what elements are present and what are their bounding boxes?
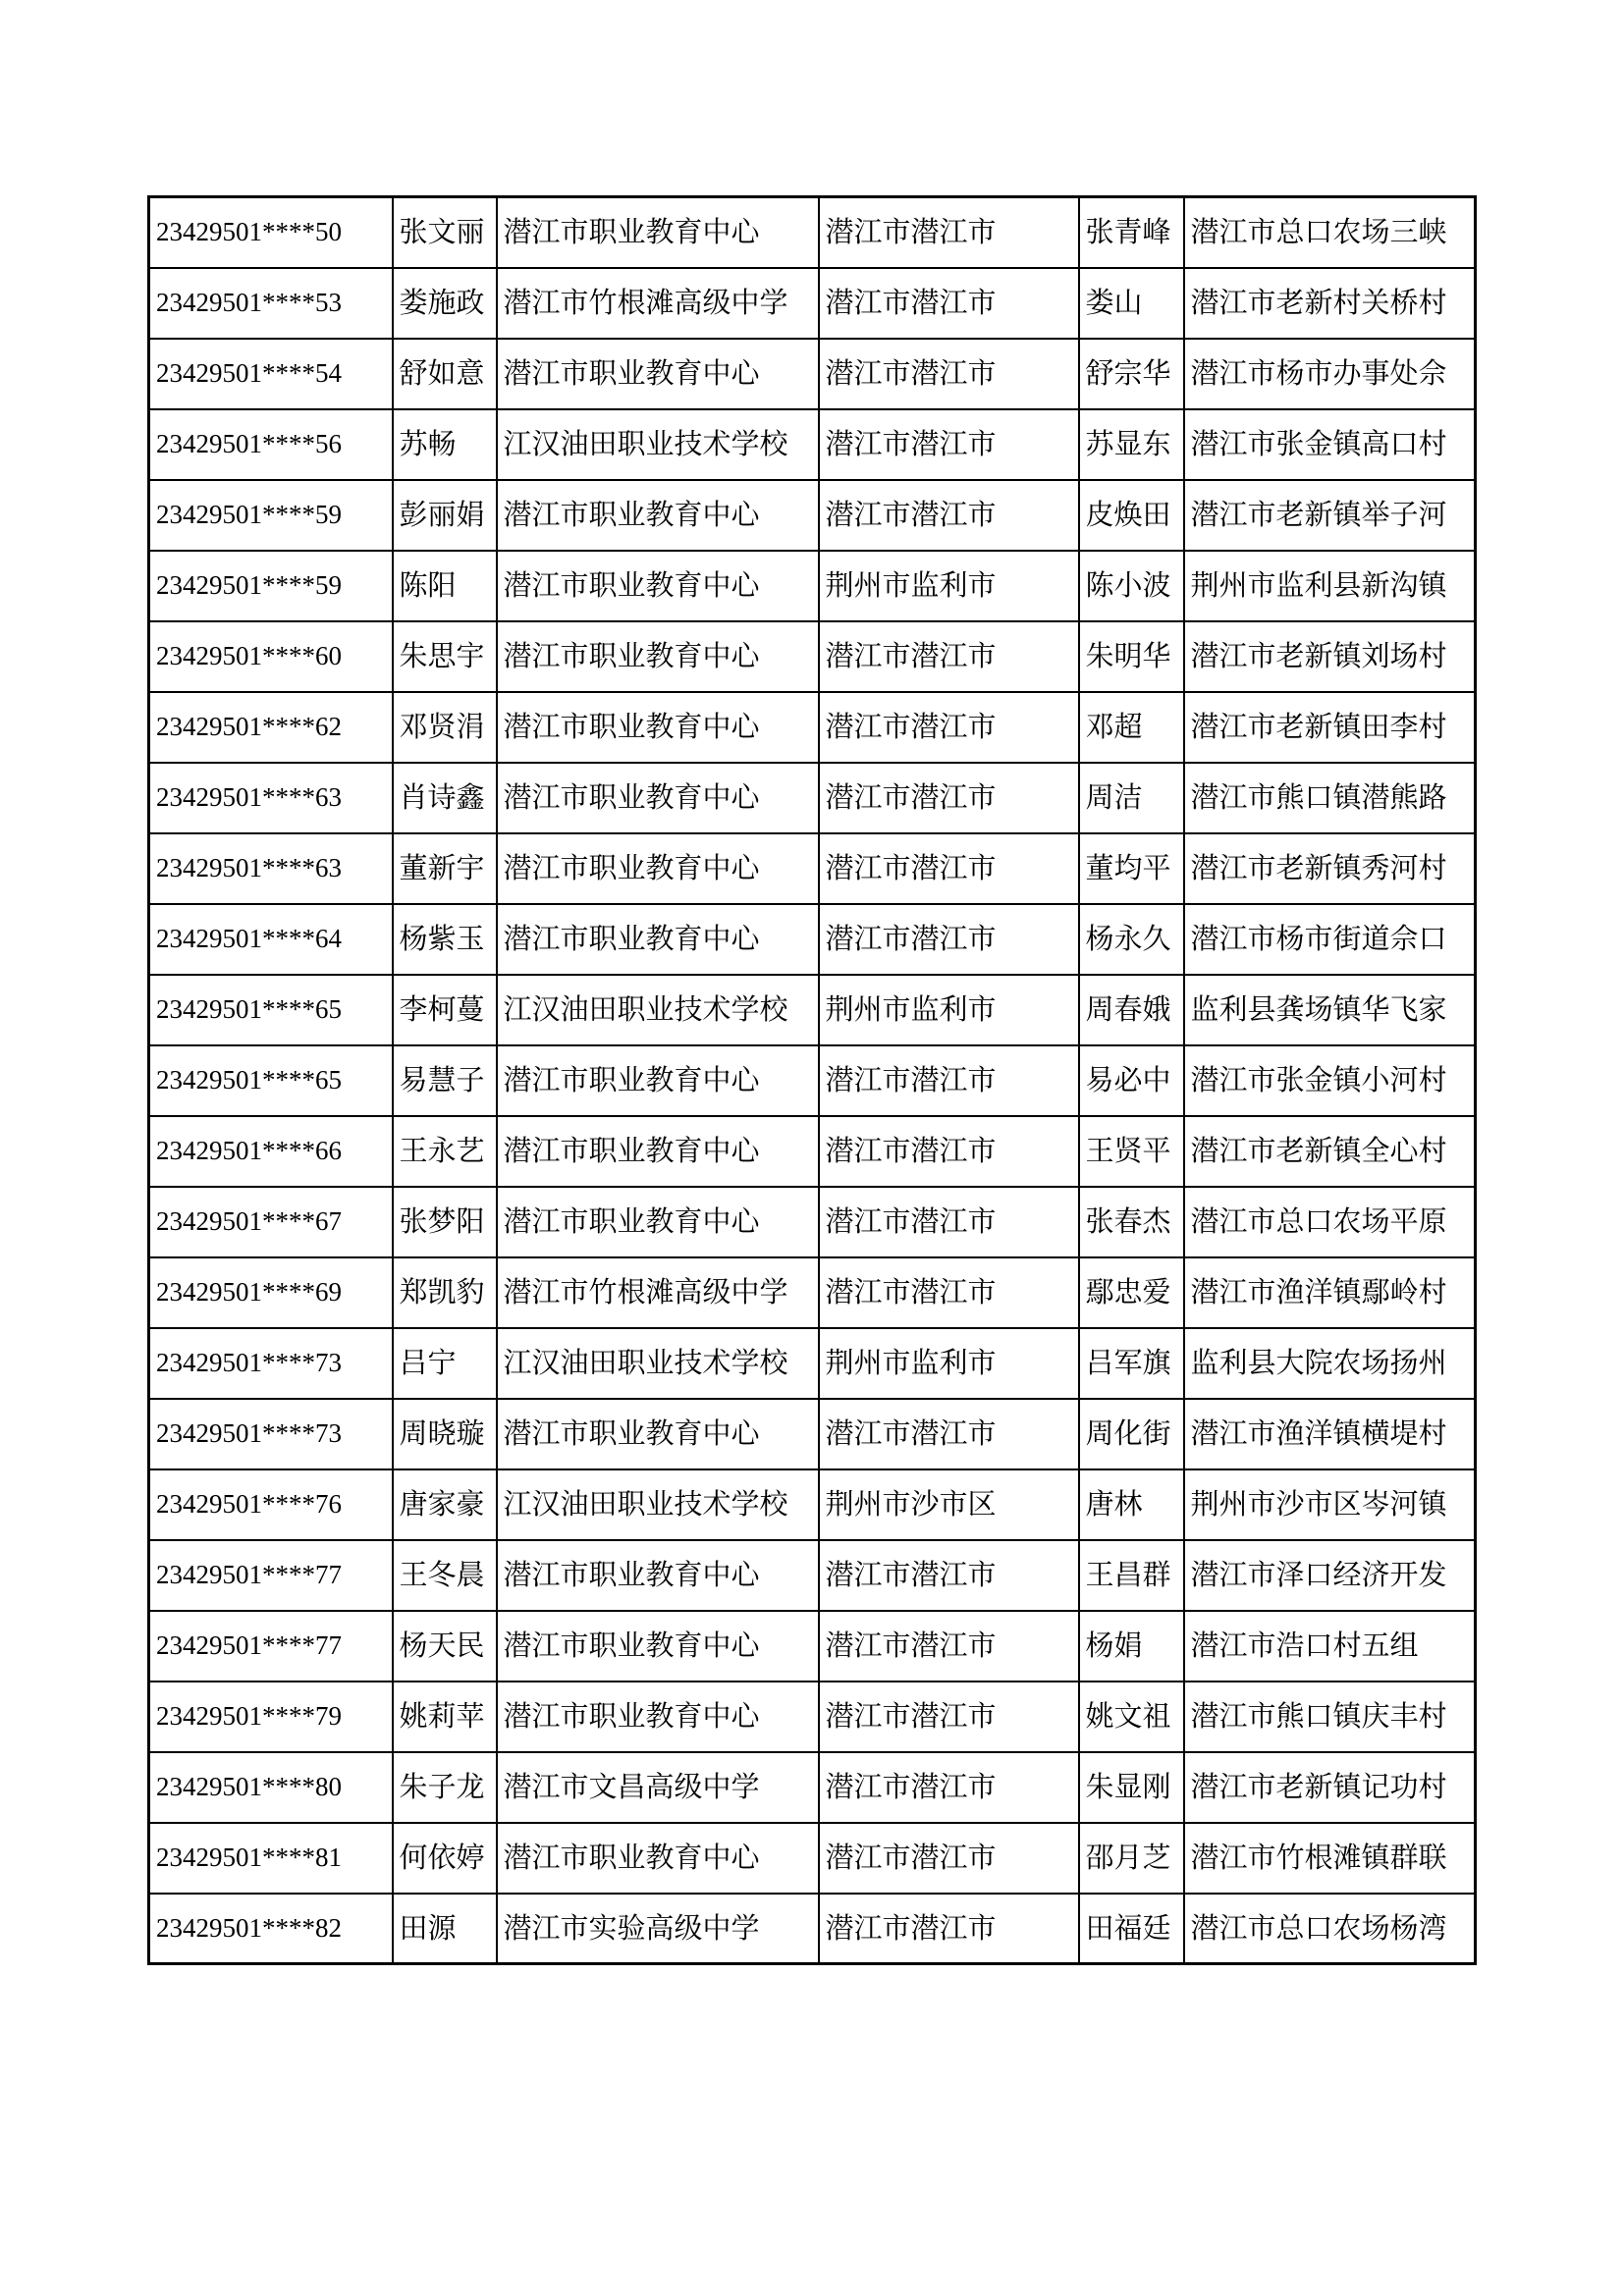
student-name-cell: 易慧子 xyxy=(393,1045,497,1116)
table-row xyxy=(149,551,1476,621)
address-cell: 潜江市竹根滩镇群联 xyxy=(1184,1823,1476,1894)
exam-id-cell: 23429501****62 xyxy=(149,692,393,763)
address-cell: 潜江市老新镇秀河村 xyxy=(1184,833,1476,904)
origin-cell: 潜江市潜江市 xyxy=(819,409,1079,480)
exam-id-cell: 23429501****79 xyxy=(149,1682,393,1752)
school-cell: 潜江市职业教育中心 xyxy=(497,621,819,692)
origin-cell: 潜江市潜江市 xyxy=(819,621,1079,692)
address-cell: 潜江市总口农场平原 xyxy=(1184,1187,1476,1257)
table-row xyxy=(149,1611,1476,1682)
address-cell: 潜江市总口农场杨湾 xyxy=(1184,1894,1476,1964)
guardian-name-cell: 吕军旗 xyxy=(1079,1328,1184,1399)
student-name-cell: 唐家豪 xyxy=(393,1469,497,1540)
student-name-cell: 苏畅 xyxy=(393,409,497,480)
school-cell: 江汉油田职业技术学校 xyxy=(497,409,819,480)
roster-body xyxy=(149,197,1476,1964)
school-cell: 潜江市职业教育中心 xyxy=(497,1823,819,1894)
guardian-name-cell: 朱明华 xyxy=(1079,621,1184,692)
student-name-cell: 肖诗鑫 xyxy=(393,763,497,833)
guardian-name-cell: 张青峰 xyxy=(1079,197,1184,268)
address-cell: 潜江市泽口经济开发 xyxy=(1184,1540,1476,1611)
table-row xyxy=(149,904,1476,975)
guardian-name-cell: 周春娥 xyxy=(1079,975,1184,1045)
guardian-name-cell: 周洁 xyxy=(1079,763,1184,833)
exam-id-cell: 23429501****73 xyxy=(149,1328,393,1399)
exam-id-cell: 23429501****67 xyxy=(149,1187,393,1257)
table-row xyxy=(149,1752,1476,1823)
exam-id-cell: 23429501****77 xyxy=(149,1611,393,1682)
address-cell: 潜江市老新镇田李村 xyxy=(1184,692,1476,763)
school-cell: 潜江市文昌高级中学 xyxy=(497,1752,819,1823)
table-row xyxy=(149,1045,1476,1116)
origin-cell: 潜江市潜江市 xyxy=(819,1894,1079,1964)
table-row xyxy=(149,409,1476,480)
exam-id-cell: 23429501****66 xyxy=(149,1116,393,1187)
exam-id-cell: 23429501****81 xyxy=(149,1823,393,1894)
exam-id-cell: 23429501****63 xyxy=(149,833,393,904)
guardian-name-cell: 姚文祖 xyxy=(1079,1682,1184,1752)
school-cell: 潜江市职业教育中心 xyxy=(497,692,819,763)
guardian-name-cell: 娄山 xyxy=(1079,268,1184,339)
exam-id-cell: 23429501****59 xyxy=(149,480,393,551)
guardian-name-cell: 王贤平 xyxy=(1079,1116,1184,1187)
school-cell: 潜江市职业教育中心 xyxy=(497,1399,819,1469)
origin-cell: 潜江市潜江市 xyxy=(819,268,1079,339)
school-cell: 江汉油田职业技术学校 xyxy=(497,975,819,1045)
guardian-name-cell: 王昌群 xyxy=(1079,1540,1184,1611)
origin-cell: 荆州市沙市区 xyxy=(819,1469,1079,1540)
address-cell: 潜江市总口农场三峡 xyxy=(1184,197,1476,268)
exam-id-cell: 23429501****80 xyxy=(149,1752,393,1823)
origin-cell: 荆州市监利市 xyxy=(819,551,1079,621)
table-row xyxy=(149,268,1476,339)
school-cell: 潜江市职业教育中心 xyxy=(497,551,819,621)
table-row xyxy=(149,480,1476,551)
origin-cell: 潜江市潜江市 xyxy=(819,1116,1079,1187)
table-row xyxy=(149,1682,1476,1752)
school-cell: 江汉油田职业技术学校 xyxy=(497,1328,819,1399)
origin-cell: 潜江市潜江市 xyxy=(819,1399,1079,1469)
address-cell: 监利县大院农场扬州 xyxy=(1184,1328,1476,1399)
student-name-cell: 杨天民 xyxy=(393,1611,497,1682)
guardian-name-cell: 田福廷 xyxy=(1079,1894,1184,1964)
exam-id-cell: 23429501****56 xyxy=(149,409,393,480)
exam-id-cell: 23429501****77 xyxy=(149,1540,393,1611)
guardian-name-cell: 唐林 xyxy=(1079,1469,1184,1540)
exam-id-cell: 23429501****53 xyxy=(149,268,393,339)
school-cell: 潜江市实验高级中学 xyxy=(497,1894,819,1964)
exam-id-cell: 23429501****59 xyxy=(149,551,393,621)
origin-cell: 潜江市潜江市 xyxy=(819,1540,1079,1611)
exam-id-cell: 23429501****82 xyxy=(149,1894,393,1964)
school-cell: 潜江市职业教育中心 xyxy=(497,480,819,551)
school-cell: 潜江市职业教育中心 xyxy=(497,1611,819,1682)
guardian-name-cell: 杨永久 xyxy=(1079,904,1184,975)
origin-cell: 潜江市潜江市 xyxy=(819,1752,1079,1823)
guardian-name-cell: 苏显东 xyxy=(1079,409,1184,480)
school-cell: 潜江市竹根滩高级中学 xyxy=(497,1257,819,1328)
address-cell: 潜江市熊口镇庆丰村 xyxy=(1184,1682,1476,1752)
exam-id-cell: 23429501****65 xyxy=(149,975,393,1045)
school-cell: 潜江市职业教育中心 xyxy=(497,1540,819,1611)
guardian-name-cell: 朱显刚 xyxy=(1079,1752,1184,1823)
address-cell: 荆州市监利县新沟镇 xyxy=(1184,551,1476,621)
school-cell: 潜江市职业教育中心 xyxy=(497,763,819,833)
origin-cell: 潜江市潜江市 xyxy=(819,763,1079,833)
address-cell: 荆州市沙市区岑河镇 xyxy=(1184,1469,1476,1540)
table-row xyxy=(149,763,1476,833)
student-name-cell: 杨紫玉 xyxy=(393,904,497,975)
origin-cell: 潜江市潜江市 xyxy=(819,1611,1079,1682)
address-cell: 监利县龚场镇华飞家 xyxy=(1184,975,1476,1045)
address-cell: 潜江市老新镇全心村 xyxy=(1184,1116,1476,1187)
exam-id-cell: 23429501****54 xyxy=(149,339,393,409)
address-cell: 潜江市杨市办事处佘 xyxy=(1184,339,1476,409)
student-name-cell: 郑凯豹 xyxy=(393,1257,497,1328)
student-name-cell: 董新宇 xyxy=(393,833,497,904)
table-row xyxy=(149,1187,1476,1257)
address-cell: 潜江市杨市街道佘口 xyxy=(1184,904,1476,975)
guardian-name-cell: 陈小波 xyxy=(1079,551,1184,621)
student-name-cell: 朱子龙 xyxy=(393,1752,497,1823)
student-name-cell: 张文丽 xyxy=(393,197,497,268)
origin-cell: 潜江市潜江市 xyxy=(819,1257,1079,1328)
guardian-name-cell: 皮焕田 xyxy=(1079,480,1184,551)
origin-cell: 潜江市潜江市 xyxy=(819,480,1079,551)
table-row xyxy=(149,1116,1476,1187)
guardian-name-cell: 张春杰 xyxy=(1079,1187,1184,1257)
origin-cell: 潜江市潜江市 xyxy=(819,339,1079,409)
address-cell: 潜江市张金镇高口村 xyxy=(1184,409,1476,480)
address-cell: 潜江市熊口镇潜熊路 xyxy=(1184,763,1476,833)
table-row xyxy=(149,1399,1476,1469)
origin-cell: 潜江市潜江市 xyxy=(819,1045,1079,1116)
student-name-cell: 王永艺 xyxy=(393,1116,497,1187)
exam-id-cell: 23429501****50 xyxy=(149,197,393,268)
school-cell: 江汉油田职业技术学校 xyxy=(497,1469,819,1540)
guardian-name-cell: 周化街 xyxy=(1079,1399,1184,1469)
address-cell: 潜江市渔洋镇横堤村 xyxy=(1184,1399,1476,1469)
school-cell: 潜江市职业教育中心 xyxy=(497,339,819,409)
table-row xyxy=(149,1328,1476,1399)
school-cell: 潜江市职业教育中心 xyxy=(497,833,819,904)
student-name-cell: 田源 xyxy=(393,1894,497,1964)
exam-id-cell: 23429501****63 xyxy=(149,763,393,833)
exam-id-cell: 23429501****69 xyxy=(149,1257,393,1328)
origin-cell: 潜江市潜江市 xyxy=(819,904,1079,975)
guardian-name-cell: 鄢忠爱 xyxy=(1079,1257,1184,1328)
origin-cell: 荆州市监利市 xyxy=(819,1328,1079,1399)
origin-cell: 潜江市潜江市 xyxy=(819,1682,1079,1752)
student-name-cell: 张梦阳 xyxy=(393,1187,497,1257)
address-cell: 潜江市老新镇刘场村 xyxy=(1184,621,1476,692)
exam-id-cell: 23429501****73 xyxy=(149,1399,393,1469)
student-name-cell: 彭丽娟 xyxy=(393,480,497,551)
address-cell: 潜江市老新镇举子河 xyxy=(1184,480,1476,551)
guardian-name-cell: 杨娟 xyxy=(1079,1611,1184,1682)
table-row xyxy=(149,1894,1476,1964)
origin-cell: 潜江市潜江市 xyxy=(819,692,1079,763)
guardian-name-cell: 舒宗华 xyxy=(1079,339,1184,409)
table-row xyxy=(149,197,1476,268)
guardian-name-cell: 邓超 xyxy=(1079,692,1184,763)
table-row xyxy=(149,975,1476,1045)
student-name-cell: 王冬晨 xyxy=(393,1540,497,1611)
student-name-cell: 娄施政 xyxy=(393,268,497,339)
address-cell: 潜江市浩口村五组 xyxy=(1184,1611,1476,1682)
origin-cell: 潜江市潜江市 xyxy=(819,1823,1079,1894)
student-name-cell: 周晓璇 xyxy=(393,1399,497,1469)
exam-id-cell: 23429501****65 xyxy=(149,1045,393,1116)
exam-id-cell: 23429501****64 xyxy=(149,904,393,975)
address-cell: 潜江市老新镇记功村 xyxy=(1184,1752,1476,1823)
guardian-name-cell: 易必中 xyxy=(1079,1045,1184,1116)
student-name-cell: 舒如意 xyxy=(393,339,497,409)
address-cell: 潜江市渔洋镇鄢岭村 xyxy=(1184,1257,1476,1328)
table-row xyxy=(149,621,1476,692)
school-cell: 潜江市职业教育中心 xyxy=(497,1682,819,1752)
student-name-cell: 吕宁 xyxy=(393,1328,497,1399)
table-row xyxy=(149,692,1476,763)
table-row xyxy=(149,1257,1476,1328)
origin-cell: 潜江市潜江市 xyxy=(819,197,1079,268)
school-cell: 潜江市职业教育中心 xyxy=(497,1116,819,1187)
exam-id-cell: 23429501****76 xyxy=(149,1469,393,1540)
table-row xyxy=(149,1540,1476,1611)
table-row xyxy=(149,833,1476,904)
origin-cell: 潜江市潜江市 xyxy=(819,833,1079,904)
guardian-name-cell: 董均平 xyxy=(1079,833,1184,904)
address-cell: 潜江市老新村关桥村 xyxy=(1184,268,1476,339)
table-row xyxy=(149,1823,1476,1894)
guardian-name-cell: 邵月芝 xyxy=(1079,1823,1184,1894)
table-row xyxy=(149,339,1476,409)
exam-id-cell: 23429501****60 xyxy=(149,621,393,692)
school-cell: 潜江市职业教育中心 xyxy=(497,197,819,268)
student-name-cell: 李柯蔓 xyxy=(393,975,497,1045)
origin-cell: 荆州市监利市 xyxy=(819,975,1079,1045)
school-cell: 潜江市职业教育中心 xyxy=(497,1187,819,1257)
school-cell: 潜江市职业教育中心 xyxy=(497,904,819,975)
table-row xyxy=(149,1469,1476,1540)
school-cell: 潜江市职业教育中心 xyxy=(497,1045,819,1116)
student-name-cell: 姚莉苹 xyxy=(393,1682,497,1752)
student-name-cell: 邓贤涓 xyxy=(393,692,497,763)
address-cell: 潜江市张金镇小河村 xyxy=(1184,1045,1476,1116)
origin-cell: 潜江市潜江市 xyxy=(819,1187,1079,1257)
student-name-cell: 朱思宇 xyxy=(393,621,497,692)
student-roster-table xyxy=(147,195,1477,1965)
student-name-cell: 何依婷 xyxy=(393,1823,497,1894)
school-cell: 潜江市竹根滩高级中学 xyxy=(497,268,819,339)
student-name-cell: 陈阳 xyxy=(393,551,497,621)
